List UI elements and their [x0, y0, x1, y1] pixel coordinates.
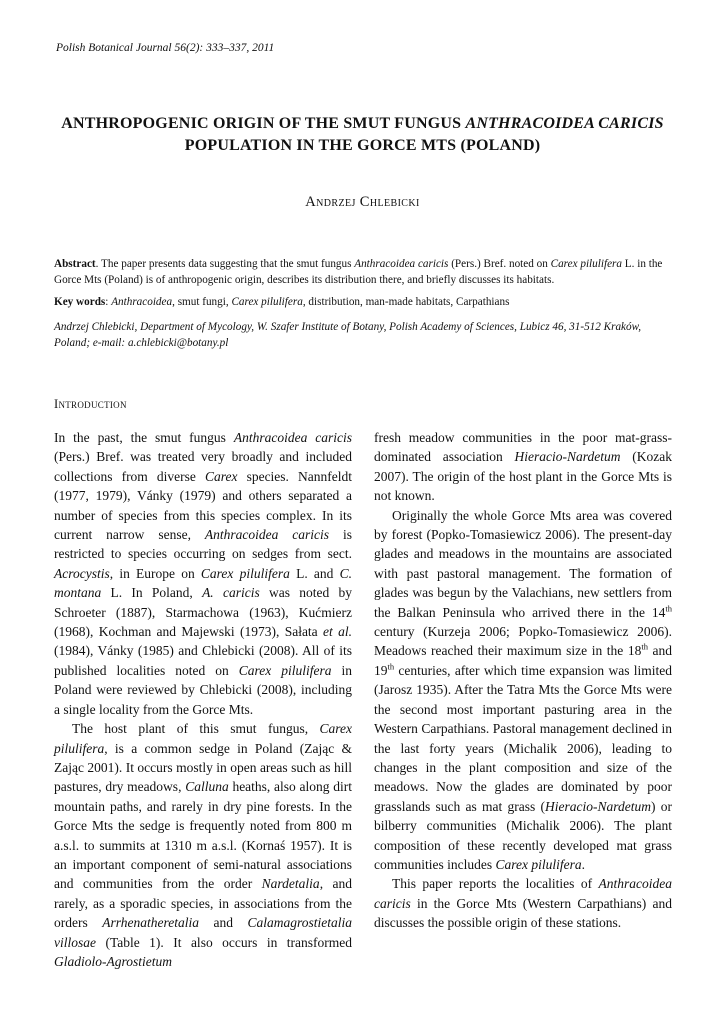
text-run: Hieracio-Nardetum [545, 798, 651, 814]
text-run: L. and [289, 565, 340, 581]
text-run: Carex [204, 468, 238, 484]
text-run: Originally the whole Gorce Mts area was covered by forest (Popko-Tomasiewicz 2006). The present-day glades and meadows in the mountains are associated with past pastoral management. The formation of glades was begun by the Valachians, new settlers from the Balkan Peninsula who arrived there in the 14 [374, 507, 672, 620]
keywords-text: , distribution, man-made habitats, Carpathians [302, 296, 510, 308]
text-run: In the past, the smut fungus [54, 430, 234, 445]
text-run: is restricted to species occurring on sedges from sect. [54, 527, 353, 562]
text-run: Carex pilulifera [54, 721, 352, 756]
keywords-italic: Carex pilulifera [231, 296, 303, 308]
abstract-text: L. in the Gorce Mts (Poland) is of anthropogenic origin, describes its distribution there, and briefly discusses its habitats. [54, 258, 663, 286]
text-run: (Kozak 2007). The origin of the host plant in the Gorce Mts is not known. [374, 449, 672, 504]
text-run: th [641, 641, 648, 652]
text-run: Arrhenatheretalia [102, 915, 199, 931]
text-run: (Table 1). It also occurs in transformed [96, 934, 352, 950]
text-run: Anthracoidea caricis [374, 876, 672, 911]
text-run: heaths, also along dirt mountain paths, and rarely in dry pine forests. In the Gorce Mts the sedge is frequently noted from 800 m a.s.l. to summits at 1310 m a.s.l. (Kornaś 1957). It is an important component of semi-natural associations and communities from the order [54, 779, 352, 892]
text-run: This paper reports the localities of [392, 876, 599, 892]
text-run: in Poland were reviewed by Chlebicki (2008), including a single locality from the Gorce Mts. [54, 662, 352, 717]
text-run: ) or bilberry communities (Michalik 2006). The plant composition of these recently developed mat grass communities includes [374, 798, 672, 872]
abstract-text: . The paper presents data suggesting that the smut fungus [95, 258, 355, 270]
journal-citation: Polish Botanical Journal 56(2): 333–337, 2011 [56, 42, 275, 54]
text-run: Carex pilulifera [238, 662, 332, 678]
text-run: and [198, 915, 248, 931]
text-run: and 19 [374, 643, 673, 678]
text-run: , in Europe on [109, 565, 201, 581]
text-run: L. In Poland, [101, 585, 203, 601]
text-run: C. montana [54, 565, 352, 601]
abstract-text: (Pers.) Bref. noted on [448, 258, 551, 270]
paragraph [374, 874, 672, 932]
abstract-italic: Anthracoidea caricis [354, 258, 449, 270]
keywords-text: : [105, 296, 112, 308]
text-run: The host plant of this smut fungus, [72, 721, 320, 737]
text-run: A. caricis [202, 585, 260, 601]
text-run: Anthracoidea caricis [204, 527, 330, 543]
text-run: centuries, after which time expansion was limited (Jarosz 1935). After the Tatra Mts the Gorce Mts were the second most important pasturing area in the Western Carpathians. Pastoral management declined in the last forty years (Michalik 2006), leading to changes in the plant composition and size of the meadows. Now the glades are dominated by poor grasslands such as mat grass ( [374, 662, 672, 814]
keywords [54, 295, 672, 311]
text-run: Carex pilulifera [495, 856, 582, 872]
title-part1: ANTHROPOGENIC ORIGIN OF THE SMUT FUNGUS [61, 115, 466, 132]
text-run: century (Kurzeja 2006; Popko-Tomasiewicz 2006). Meadows reached their maximum size in the 18 [374, 624, 672, 659]
abstract-italic: Carex pilulifera [550, 258, 622, 270]
text-run: et al. [323, 624, 352, 640]
section-heading-introduction: Introduction [54, 397, 127, 411]
text-run: (1984), Vánky (1985) and Chlebicki (2008). All of its published localities noted on [54, 643, 352, 678]
text-run: Gladiolo-Agrostietum [54, 953, 172, 969]
paragraph [54, 719, 352, 971]
text-run: th [665, 603, 672, 614]
title-species: ANTHRACOIDEA CARICIS [465, 115, 664, 132]
paragraph [54, 428, 352, 719]
text-run: Hieracio-Nardetum [514, 449, 621, 465]
left-column [54, 428, 352, 971]
keywords-text: , smut fungi, [172, 296, 232, 308]
paper-title [40, 113, 685, 157]
text-run: in the Gorce Mts (Western Carpathians) and discusses the possible origin of these stations. [374, 895, 672, 931]
title-part3: POPULATION IN THE GORCE MTS (POLAND) [184, 137, 541, 154]
text-run: . [581, 856, 585, 872]
text-run: species. Nannfeldt (1977, 1979), Vánky (1979) and others separated a number of species from this species complex. In its current narrow sense, [54, 468, 352, 543]
author-affiliation: Andrzej Chlebicki, Department of Mycology, W. Szafer Institute of Botany, Polish Academy of Sciences, Lubicz 46, 31-512 Kraków, Poland; e-mail: a.chlebicki@botany.pl [54, 321, 642, 349]
paragraph [374, 506, 672, 875]
text-run: Anthracoidea caricis [233, 430, 353, 445]
text-run: Nardetalia [261, 876, 320, 892]
author-name: Andrzej Chlebicki [305, 194, 420, 210]
abstract-label: Abstract [54, 258, 96, 270]
abstract [54, 257, 672, 288]
text-run: was noted by Schroeter (1887), Starmachowa (1963), Kućmierz (1968), Kochman and Majewski (1973), Sałata [54, 585, 352, 640]
text-run: , is a common sedge in Poland (Zając & Zając 2001). It occurs mostly in open areas such as hill pastures, dry meadows, [54, 740, 352, 795]
text-run: Acrocystis [54, 565, 110, 581]
keywords-italic: Anthracoidea [111, 296, 173, 308]
text-run: Calamagrostietalia villosae [54, 915, 352, 950]
right-column [374, 428, 672, 933]
text-run: , and rarely, as a sporadic species, in associations from the orders [54, 876, 352, 931]
paragraph [374, 428, 672, 506]
text-run: Carex pilulifera [200, 565, 290, 581]
keywords-label: Key words [54, 296, 106, 308]
text-run: Calluna [185, 779, 229, 795]
text-run: fresh meadow communities in the poor mat-grass-dominated association [374, 430, 672, 465]
text-run: th [387, 661, 395, 672]
text-run: (Pers.) Bref. was treated very broadly and included collections from diverse [54, 449, 352, 484]
